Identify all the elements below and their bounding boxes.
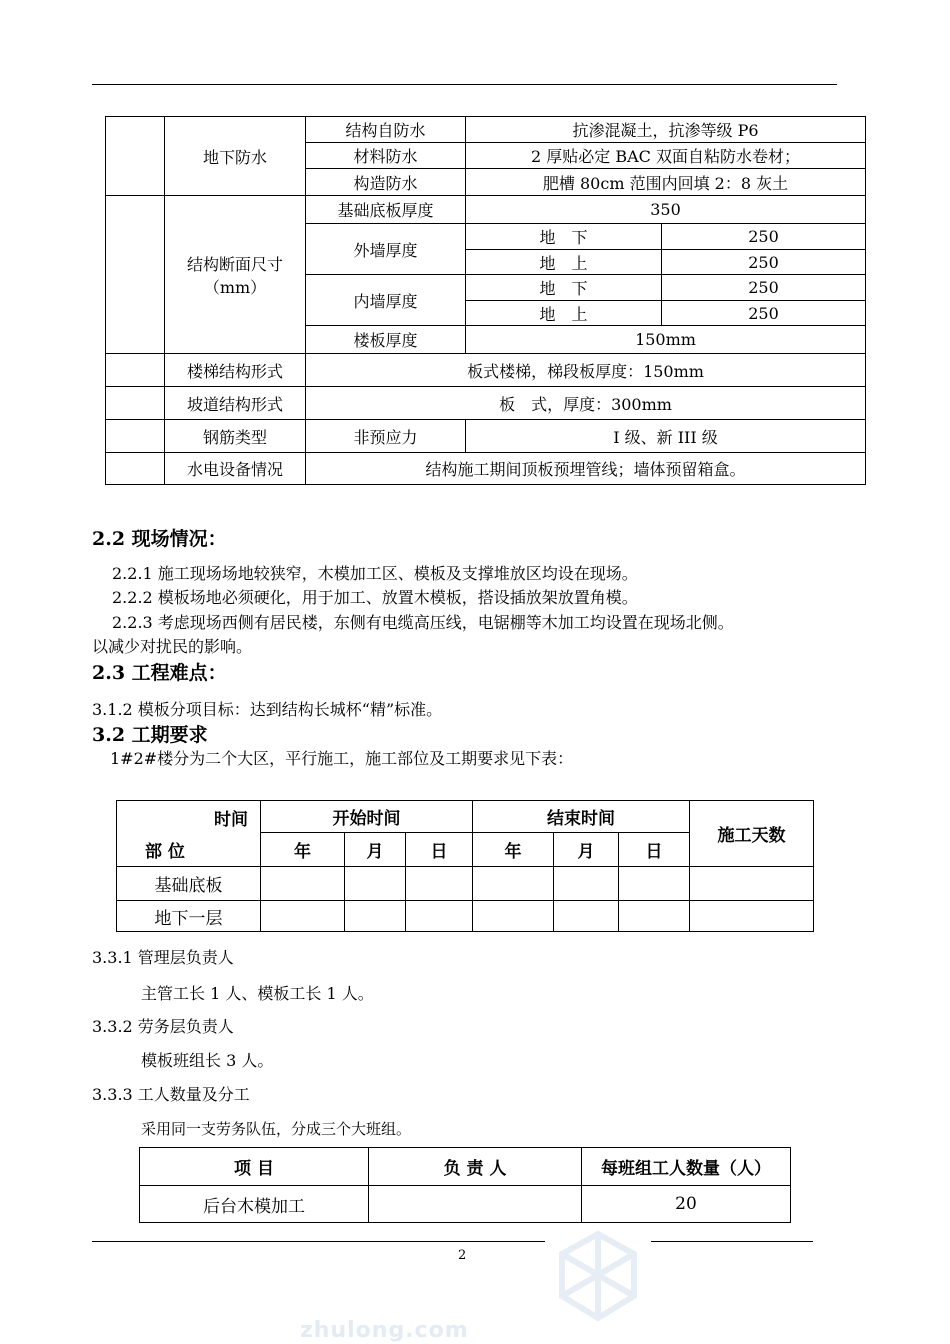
year-header: 年	[473, 833, 554, 867]
table-cell	[106, 117, 165, 196]
table-cell: 地 上	[466, 301, 662, 326]
row-label: 地下一层	[117, 901, 261, 932]
column-header: 负 责 人	[369, 1148, 582, 1186]
structure-table	[105, 116, 866, 485]
table-cell	[473, 901, 554, 932]
row-subheader: 材料防水	[306, 143, 466, 169]
table-cell: 地 下	[466, 275, 662, 301]
day-header: 日	[619, 833, 690, 867]
table-cell	[106, 196, 165, 354]
subheading: 3.3.3 工人数量及分工	[92, 1085, 250, 1104]
paragraph: 3.1.2 模板分项目标：达到结构长城杯“精”标准。	[92, 700, 443, 719]
end-time-header: 结束时间	[473, 801, 690, 833]
table-cell	[619, 901, 690, 932]
row-subheader: 基础底板厚度	[306, 196, 466, 224]
table-cell	[473, 867, 554, 901]
table-cell: 2 厚贴必定 BAC 双面自粘防水卷材；	[466, 143, 866, 169]
table-cell	[619, 867, 690, 901]
paragraph: 以减少对扰民的影响。	[92, 637, 253, 656]
table-cell: 板式楼梯，梯段板厚度：150mm	[306, 354, 866, 387]
row-header	[165, 196, 306, 354]
table-cell	[406, 901, 473, 932]
row-header: 楼梯结构形式	[165, 354, 306, 387]
table-cell: 350	[466, 196, 866, 224]
table-cell	[261, 901, 345, 932]
paragraph: 采用同一支劳务队伍，分成三个大班组。	[141, 1120, 412, 1138]
section-heading: 2.3 工程难点：	[92, 662, 227, 684]
row-subheader: 构造防水	[306, 169, 466, 196]
table-row	[117, 901, 814, 932]
table-cell: 250	[662, 224, 866, 250]
row-subheader: 非预应力	[306, 420, 466, 453]
paragraph: 2.2.2 模板场地必须硬化，用于加工、放置木模板，搭设插放架放置角模。	[112, 588, 638, 607]
table-cell	[690, 867, 814, 901]
paragraph: 2.2.1 施工现场场地较狭窄，木模加工区、模板及支撑堆放区均设在现场。	[112, 564, 638, 583]
table-cell	[554, 901, 619, 932]
page-number: 2	[458, 1248, 467, 1263]
days-header: 施工天数	[690, 801, 814, 867]
watermark-logo-icon	[548, 1226, 648, 1336]
table-cell: I 级、新 III 级	[466, 420, 866, 453]
table-cell: 250	[662, 301, 866, 326]
table-cell: 抗渗混凝土，抗渗等级 P6	[466, 117, 866, 143]
header-rule	[92, 84, 837, 85]
table-row	[140, 1186, 791, 1223]
row-subheader: 结构自防水	[306, 117, 466, 143]
subheading: 3.3.2 劳务层负责人	[92, 1017, 234, 1036]
table-cell: 250	[662, 250, 866, 275]
table-cell	[106, 420, 165, 453]
table-cell	[106, 354, 165, 387]
paragraph: 主管工长 1 人、模板工长 1 人。	[141, 984, 374, 1003]
paragraph: 模板班组长 3 人。	[141, 1051, 274, 1070]
table-cell: 20	[582, 1186, 791, 1223]
row-header: 地下防水	[165, 117, 306, 196]
table-cell: 地 上	[466, 250, 662, 275]
subheading: 3.3.1 管理层负责人	[92, 948, 234, 967]
row-subheader: 楼板厚度	[306, 326, 466, 354]
table-cell: 150mm	[466, 326, 866, 354]
section-heading: 3.2 工期要求	[92, 724, 208, 746]
table-cell	[554, 867, 619, 901]
column-header: 项 目	[140, 1148, 369, 1186]
table-cell	[369, 1186, 582, 1223]
row-header: 水电设备情况	[165, 453, 306, 485]
corner-header-cell	[117, 801, 261, 867]
time-label: 时间	[214, 810, 248, 830]
column-header: 每班组工人数量（人）	[582, 1148, 791, 1186]
watermark-text: zhulong.com	[300, 1318, 469, 1343]
row-header: 钢筋类型	[165, 420, 306, 453]
table-cell: 后台木模加工	[140, 1186, 369, 1223]
paragraph: 1#2#楼分为二个大区，平行施工，施工部位及工期要求见下表：	[110, 749, 574, 768]
month-header: 月	[554, 833, 619, 867]
table-cell	[261, 867, 345, 901]
row-label: 基础底板	[117, 867, 261, 901]
table-cell: 板 式，厚度：300mm	[306, 387, 866, 420]
year-header: 年	[261, 833, 345, 867]
day-header: 日	[406, 833, 473, 867]
table-row	[117, 867, 814, 901]
section-size-label: 结构断面尺寸	[186, 254, 283, 274]
paragraph: 2.2.3 考虑现场西侧有居民楼，东侧有电缆高压线，电锯棚等木加工均设置在现场北侧。	[112, 613, 734, 632]
table-cell	[345, 867, 406, 901]
start-time-header: 开始时间	[261, 801, 473, 833]
table-cell	[345, 901, 406, 932]
table-cell: 肥槽 80cm 范围内回填 2：8 灰土	[466, 169, 866, 196]
table-cell	[106, 387, 165, 420]
footer-rule	[651, 1241, 813, 1242]
footer-rule	[92, 1241, 545, 1242]
part-label: 部 位	[145, 842, 185, 862]
section-heading: 2.2 现场情况：	[92, 528, 227, 550]
table-cell: 结构施工期间顶板预埋管线；墙体预留箱盒。	[306, 453, 866, 485]
row-subheader: 内墙厚度	[306, 275, 466, 326]
row-subheader: 外墙厚度	[306, 224, 466, 275]
table-cell: 250	[662, 275, 866, 301]
table-cell	[106, 453, 165, 485]
section-size-unit: （mm）	[203, 277, 267, 297]
table-cell	[690, 901, 814, 932]
table-cell	[406, 867, 473, 901]
schedule-table	[116, 800, 814, 932]
table-cell: 地 下	[466, 224, 662, 250]
staffing-table	[139, 1147, 791, 1223]
month-header: 月	[345, 833, 406, 867]
row-header: 坡道结构形式	[165, 387, 306, 420]
